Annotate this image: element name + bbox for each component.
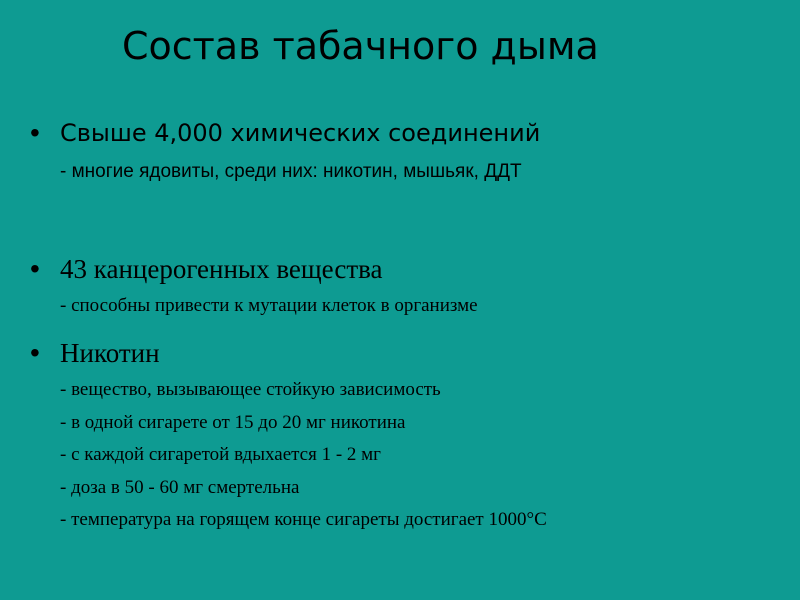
item-detail: - доза в 50 - 60 мг смертельна [60,477,300,498]
item-heading-nicotine: Никотин [60,338,160,368]
item-heading-compounds: Свыше 4,000 химических соединений [60,119,541,147]
bullet-icon: • [30,117,40,148]
item-detail: - температура на горящем конце сигареты достигает 1000°С [60,509,547,530]
item-detail: - многие ядовиты, среди них: никотин, мышьяк, ДДТ [60,161,522,182]
item-detail: - в одной сигарете от 15 до 20 мг никотина [60,412,406,433]
item-detail: - вещество, вызывающее стойкую зависимость [60,379,441,400]
bullet-icon: • [30,337,40,368]
item-detail: - с каждой сигаретой вдыхается 1 - 2 мг [60,444,381,465]
slide-title: Состав табачного дыма [122,24,599,68]
item-detail: - способны привести к мутации клеток в организме [60,295,478,316]
bullet-icon: • [30,253,40,284]
item-heading-carcinogens: 43 канцерогенных вещества [60,254,383,284]
